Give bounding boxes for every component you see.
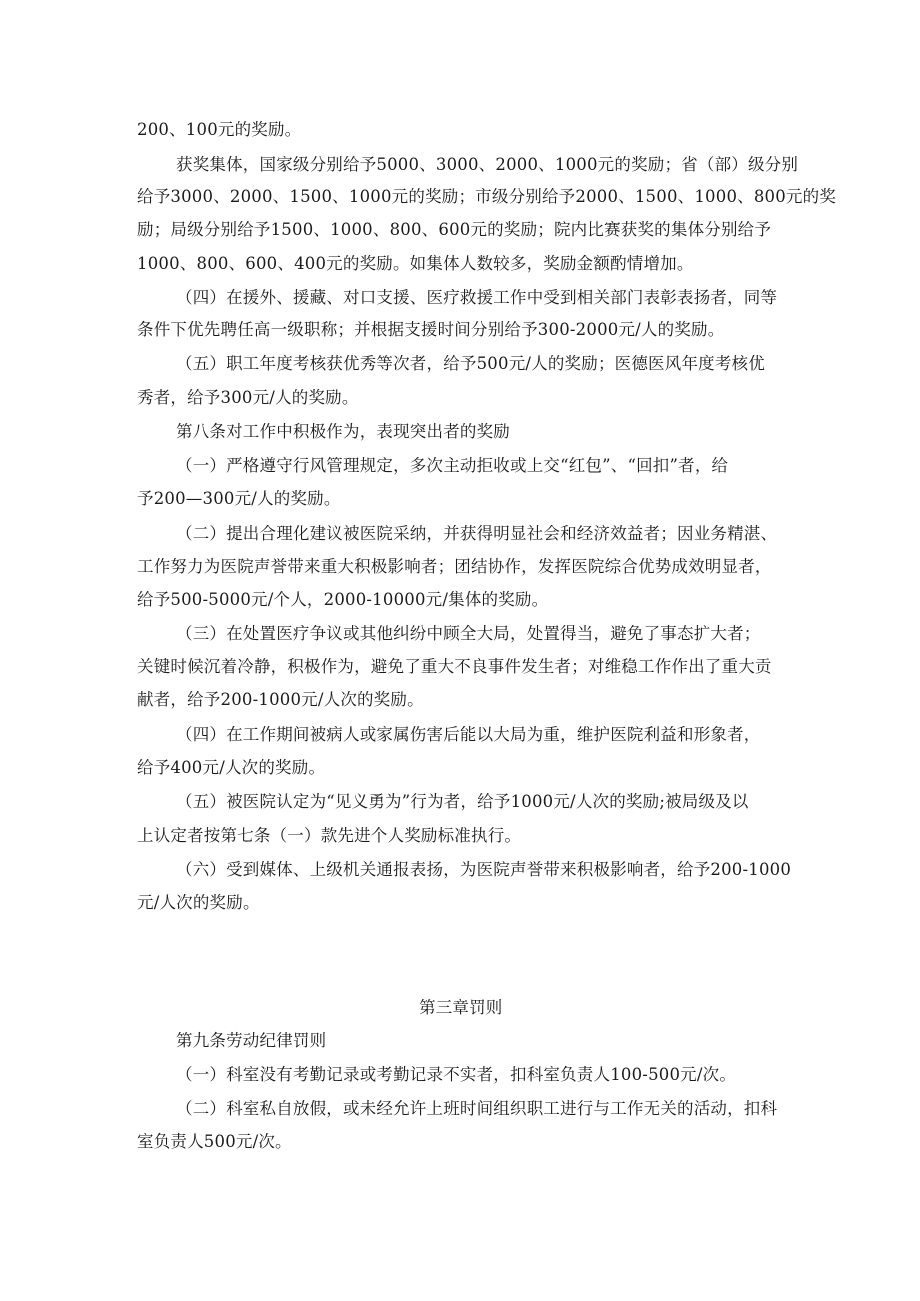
text-line: （一）严格遵守行风管理规定，多次主动拒收或上交“红包”、“回扣”者，给: [176, 456, 729, 475]
section-heading: 第九条劳动纪律罚则: [176, 1031, 327, 1050]
text-line: 给予400元/人次的奖励。: [137, 758, 326, 777]
text-line: （三）在处置医疗争议或其他纠纷中顾全大局，处置得当，避免了事态扩大者；: [176, 624, 761, 643]
text-line: （六）受到媒体、上级机关通报表扬，为医院声誉带来积极影响者，给予200-1000: [176, 860, 792, 879]
text-line: （四）在工作期间被病人或家属伤害后能以大局为重，维护医院利益和形象者，: [176, 725, 761, 744]
text-line: （四）在援外、援藏、对口支援、医疗救援工作中受到相关部门表彰表扬者，同等: [176, 288, 778, 307]
text-line: 励；局级分别给予1500、1000、800、600元的奖励；院内比赛获奖的集体分别给予: [137, 220, 772, 239]
text-line: （二）提出合理化建议被医院采纳，并获得明显社会和经济效益者；因业务精湛、: [176, 524, 778, 543]
text-line: 200、100元的奖励。: [137, 120, 302, 139]
text-line: （一）科室没有考勤记录或考勤记录不实者，扣科室负责人100-500元/次。: [176, 1065, 737, 1084]
text-line: 给予500-5000元/个人，2000-10000元/集体的奖励。: [137, 590, 549, 609]
text-line: 条件下优先聘任高一级职称；并根据支援时间分别给予300-2000元/人的奖励。: [137, 320, 725, 339]
text-line: 工作努力为医院声誉带来重大积极影响者；团结协作，发挥医院综合优势成效明显者，: [137, 557, 772, 576]
text-line: 上认定者按第七条（一）款先进个人奖励标准执行。: [137, 826, 522, 845]
text-line: （五）职工年度考核获优秀等次者，给予500元/人的奖励；医德医风年度考核优: [176, 354, 765, 373]
text-line: 献者，给予200-1000元/人次的奖励。: [137, 690, 424, 709]
text-line: 元/人次的奖励。: [137, 893, 260, 912]
text-line: 关键时候沉着冷静，积极作为，避免了重大不良事件发生者；对维稳工作作出了重大贡: [137, 657, 772, 676]
text-line: 1000、800、600、400元的奖励。如集体人数较多，奖励金额酌情增加。: [137, 254, 694, 273]
text-line: （二）科室私自放假，或未经允许上班时间组织职工进行与工作无关的活动，扣科: [176, 1099, 778, 1118]
chapter-title: 第三章罚则: [419, 998, 503, 1017]
text-line: 秀者，给予300元/人的奖励。: [137, 388, 359, 407]
text-line: 给予3000、2000、1500、1000元的奖励；市级分别给予2000、1500、1000、800元的奖: [137, 187, 837, 206]
text-line: 室负责人500元/次。: [137, 1132, 292, 1151]
text-line: （五）被医院认定为“见义勇为”行为者，给予1000元/人次的奖励;被局级及以: [176, 792, 749, 811]
section-heading: 第八条对工作中积极作为，表现突出者的奖励: [176, 422, 510, 441]
text-line: 获奖集体，国家级分别给予5000、3000、2000、1000元的奖励；省（部）级分别: [176, 155, 799, 174]
text-line: 予200—300元/人的奖励。: [137, 489, 341, 508]
